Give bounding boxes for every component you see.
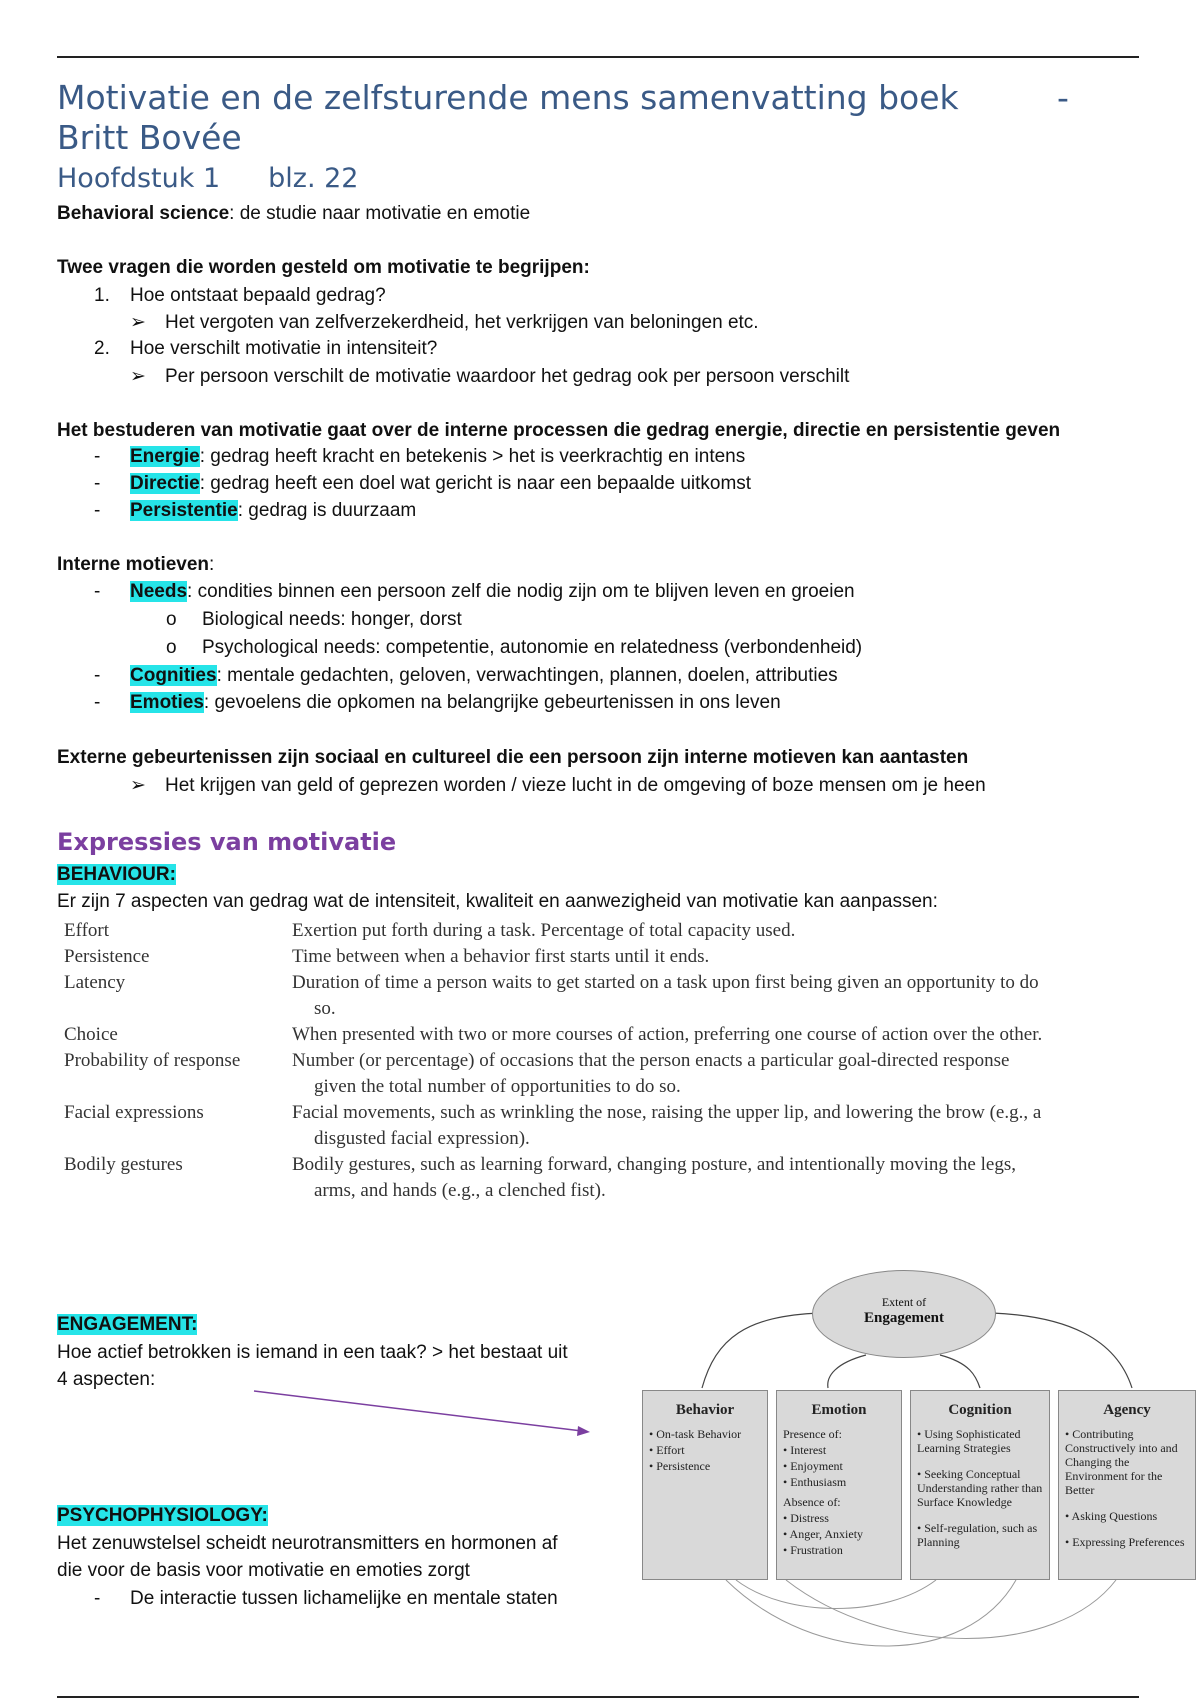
aspect-term: Effort	[64, 920, 110, 941]
aspect-term: Facial expressions	[64, 1102, 204, 1123]
arrow-bullet-icon: ➢	[130, 775, 146, 796]
study-text: : gedrag heeft een doel wat gericht is naar een bepaalde uitkomst	[199, 473, 752, 494]
engagement-label	[57, 1312, 197, 1338]
box-item: • Enjoyment	[783, 1459, 843, 1473]
aspect-definition: Bodily gestures, such as learning forward, changing posture, and intentionally moving the legs, arms, and hands (e.g., a clenched fist).	[292, 1154, 1016, 1201]
external-example: Het krijgen van geld of geprezen worden / vieze lucht in de omgeving of boze mensen om je heen	[165, 775, 986, 796]
box-item: • Contributing Constructively into and Changing the Environment for the Better	[1065, 1427, 1178, 1497]
circle-bullet-icon: o	[166, 637, 177, 658]
emotion-box	[776, 1390, 902, 1580]
study-text: : gedrag is duurzaam	[237, 500, 417, 521]
arrow-bullet-icon: ➢	[130, 312, 146, 333]
motives-heading-colon: :	[209, 554, 215, 575]
dash-bullet: -	[94, 1588, 101, 1609]
engagement-node	[812, 1270, 996, 1358]
box-item: • Distress	[783, 1511, 829, 1525]
behaviour-intro: Er zijn 7 aspecten van gedrag wat de intensiteit, kwaliteit en aanwezigheid van motivatie kan aanpassen:	[57, 891, 938, 912]
aspects-table	[64, 918, 1044, 1204]
aspect-term: Bodily gestures	[64, 1154, 183, 1175]
box-item: Absence of:	[783, 1495, 841, 1509]
needs-sub-item: Psychological needs: competentie, autonomie en relatedness (verbondenheid)	[202, 637, 863, 658]
question-answer: Het vergoten van zelfverzekerdheid, het verkrijgen van beloningen etc.	[165, 312, 759, 333]
pointer-arrow	[250, 1385, 595, 1445]
box-item: • Frustration	[783, 1543, 843, 1557]
behavior-box	[642, 1390, 768, 1580]
question-number: 2.	[94, 338, 110, 359]
aspect-row	[64, 944, 1044, 970]
title-dash: -	[1057, 78, 1069, 117]
needs-sub-item: Biological needs: honger, dorst	[202, 609, 462, 630]
aspect-row	[64, 1152, 1044, 1204]
study-term: Energie	[130, 446, 200, 467]
cognities-item	[130, 663, 838, 689]
aspect-definition: Number (or percentage) of occasions that the person enacts a particular goal-directed response given the total number of opportunities to do so.	[292, 1050, 1010, 1097]
psychophysiology-item: De interactie tussen lichamelijke en mentale staten	[130, 1588, 558, 1609]
cognition-box	[910, 1390, 1050, 1580]
question-text: Hoe ontstaat bepaald gedrag?	[130, 285, 386, 306]
aspect-term: Latency	[64, 972, 126, 993]
dash-bullet: -	[94, 692, 101, 713]
box-item: • Expressing Preferences	[1065, 1535, 1185, 1549]
box-title: Cognition	[948, 1402, 1012, 1418]
box-item: • Persistence	[649, 1459, 711, 1473]
engagement-figure	[636, 1258, 1200, 1678]
emoties-term: Emoties	[130, 692, 204, 713]
engagement-node-line2: Engagement	[864, 1310, 944, 1326]
aspect-row	[64, 1100, 1044, 1152]
motives-heading-text: Interne motieven	[57, 554, 210, 575]
psychophysiology-label-text: PSYCHOPHYSIOLOGY:	[57, 1505, 268, 1526]
circle-bullet-icon: o	[166, 609, 177, 630]
emoties-item	[130, 690, 781, 716]
aspect-row	[64, 1022, 1044, 1048]
box-item: • Enthusiasm	[783, 1475, 847, 1489]
bottom-rule	[57, 1696, 1139, 1698]
engagement-text-continued: 4 aspecten:	[57, 1369, 156, 1390]
questions-heading: Twee vragen die worden gesteld om motivatie te begrijpen:	[57, 257, 590, 278]
definition-text: : de studie naar motivatie en emotie	[229, 203, 531, 224]
behaviour-label	[57, 862, 176, 888]
emoties-text: : gevoelens die opkomen na belangrijke gebeurtenissen in ons leven	[203, 692, 781, 713]
psychophysiology-text: Het zenuwstelsel scheidt neurotransmitters en hormonen af	[57, 1533, 558, 1554]
study-item	[130, 471, 751, 497]
study-text: : gedrag heeft kracht en betekenis > het is veerkrachtig en intens	[199, 446, 746, 467]
aspect-definition: When presented with two or more courses of action, preferring one course of action over the other.	[292, 1024, 1043, 1045]
dash-bullet: -	[94, 665, 101, 686]
top-rule	[57, 56, 1139, 58]
aspect-row	[64, 970, 1044, 1022]
aspect-row	[64, 918, 1044, 944]
aspect-definition: Time between when a behavior first starts until it ends.	[292, 946, 710, 967]
dash-bullet: -	[94, 473, 101, 494]
psychophysiology-label	[57, 1503, 268, 1529]
aspect-term: Persistence	[64, 946, 150, 967]
study-item	[130, 444, 745, 470]
box-item: • Anger, Anxiety	[783, 1527, 864, 1541]
box-title: Behavior	[675, 1402, 735, 1418]
aspect-row	[64, 1048, 1044, 1100]
engagement-label-text: ENGAGEMENT:	[57, 1314, 198, 1335]
aspect-definition: Facial movements, such as wrinkling the nose, raising the upper lip, and lowering the brow (e.g., a disgusted facial expression).	[292, 1102, 1042, 1149]
needs-text: : condities binnen een persoon zelf die nodig zijn om te blijven leven en groeien	[187, 581, 855, 602]
study-item	[130, 498, 416, 524]
box-title: Emotion	[811, 1402, 867, 1418]
aspect-term: Probability of response	[64, 1050, 241, 1071]
chapter-label: Hoofdstuk 1	[57, 163, 221, 194]
box-item: • Effort	[649, 1443, 685, 1457]
dash-bullet: -	[94, 446, 101, 467]
study-heading: Het bestuderen van motivatie gaat over de interne processen die gedrag energie, directie en persistentie geven	[57, 420, 1061, 441]
psychophysiology-text-continued: die voor de basis voor motivatie en emoties zorgt	[57, 1560, 470, 1581]
author-name: Britt Bovée	[57, 118, 242, 157]
study-term: Persistentie	[130, 500, 238, 521]
dash-bullet: -	[94, 581, 101, 602]
arrow-bullet-icon: ➢	[130, 366, 146, 387]
chapter-heading	[57, 162, 359, 196]
needs-item	[130, 579, 855, 605]
engagement-text: Hoe actief betrokken is iemand in een taak? > het bestaat uit	[57, 1342, 568, 1363]
dash-bullet: -	[94, 500, 101, 521]
box-item: • Using Sophisticated Learning Strategies	[917, 1427, 1021, 1455]
page-title	[57, 78, 1137, 158]
box-item: • Interest	[783, 1443, 827, 1457]
definition-term: Behavioral science	[57, 203, 230, 224]
box-title: Agency	[1103, 1402, 1151, 1418]
agency-box	[1058, 1390, 1196, 1580]
behavioral-science-definition	[57, 201, 530, 227]
external-heading: Externe gebeurtenissen zijn sociaal en cultureel die een persoon zijn interne motieven kan aantasten	[57, 747, 969, 768]
cognities-text: : mentale gedachten, geloven, verwachtingen, plannen, doelen, attributies	[216, 665, 838, 686]
title-text: Motivatie en de zelfsturende mens samenvatting boek	[57, 78, 959, 117]
motives-heading	[57, 552, 214, 578]
needs-term: Needs	[130, 581, 188, 602]
box-item: • Seeking Conceptual Understanding rather than Surface Knowledge	[917, 1467, 1043, 1509]
question-answer: Per persoon verschilt de motivatie waardoor het gedrag ook per persoon verschilt	[165, 366, 850, 387]
cognities-term: Cognities	[130, 665, 217, 686]
box-item: • On-task Behavior	[649, 1427, 742, 1441]
question-text: Hoe verschilt motivatie in intensiteit?	[130, 338, 438, 359]
question-number: 1.	[94, 285, 110, 306]
behaviour-label-text: BEHAVIOUR:	[57, 864, 176, 885]
section-title: Expressies van motivatie	[57, 828, 397, 856]
box-item: • Self-regulation, such as Planning	[917, 1521, 1038, 1549]
study-term: Directie	[130, 473, 200, 494]
box-item: Presence of:	[783, 1427, 842, 1441]
engagement-node-line1: Extent of	[881, 1295, 927, 1309]
aspect-term: Choice	[64, 1024, 118, 1045]
aspect-definition: Duration of time a person waits to get started on a task upon first being given an opportunity to do so.	[292, 972, 1039, 1019]
box-item: • Asking Questions	[1065, 1509, 1158, 1523]
page-reference: blz. 22	[268, 163, 359, 194]
aspect-definition: Exertion put forth during a task. Percentage of total capacity used.	[292, 920, 796, 941]
